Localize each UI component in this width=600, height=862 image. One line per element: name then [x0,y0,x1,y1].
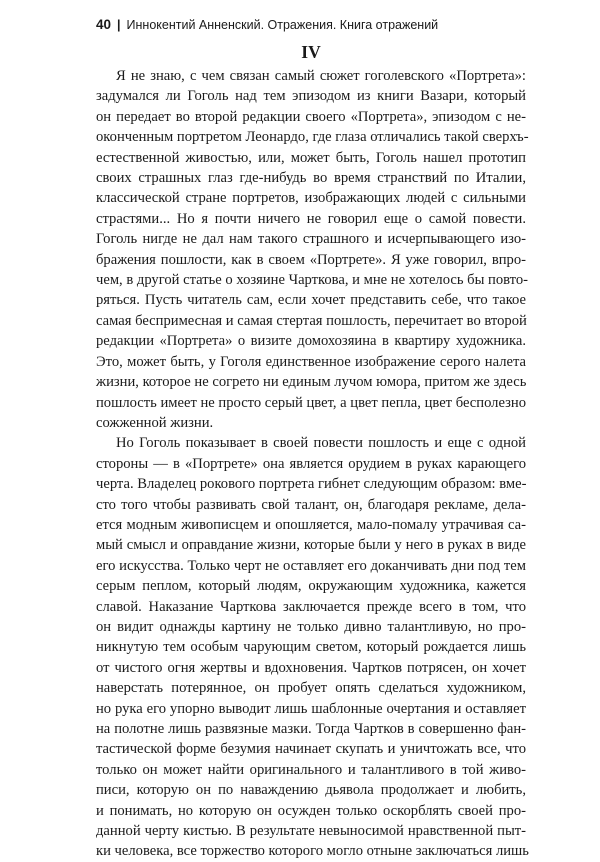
text-line: оконченным портретом Леонардо, где глаза отличались такой сверхъ- [96,129,529,146]
text-line: его искусства. Только черт не оставляет его доканчивать дни под тем [96,557,526,574]
text-line: ки человека, все торжество которого могло отныне заключаться лишь [96,843,529,860]
text-line: сто того чтобы развивать свой талант, он, благодаря рекламе, дела- [96,496,526,513]
text-line: наверстать потерянное, он пробует опять сделаться художником, [96,680,526,697]
text-line: своих страшных глаз где-нибудь во время странствий по Италии, [96,170,526,187]
text-line: жизни, которое не согрето ни единым лучом юмора, притом же здесь [96,374,527,391]
text-line: Но Гоголь показывает в своей повести пошлость и еще с одной [116,435,526,452]
text-line: пошлость имеет не просто серый цвет, а цвет пепла, цвет бесполезно [96,394,526,411]
text-line: на полотне лишь развязные мазки. Тогда Чартков в совершенно фан- [96,721,526,737]
text-line: Гоголь нигде не дал нам такого страшного и исчерпывающего изо- [96,231,526,248]
body-text [96,66,529,862]
running-title: Иннокентий Анненский. Отражения. Книга отражений [126,18,439,32]
text-line: мый смысл и оправдание жизни, которые были у него в руках в виде [96,537,526,554]
text-line: серым пеплом, который людям, окружающим художника, кажется [96,578,526,595]
text-line: писи, которую он по наваждению дьявола продолжает и любить, [96,782,526,799]
chapter-title: IV [301,42,321,62]
text-line: тастической форме безумия начинает скупать и уничтожать все, что [96,741,526,758]
text-line: только он может найти оригинального и талантливого в той живо- [96,761,526,778]
text-line: славой. Наказание Чарткова заключается прежде всего в том, что [96,598,526,615]
page-number: 40 [96,17,112,32]
running-header [96,17,526,32]
text-line: никнутую тем особым чарующим светом, который рождается лишь [96,639,526,656]
text-line: сожженной жизни. [96,414,214,431]
text-line: ряться. Пусть читатель сам, если хочет представить себе, что такое [96,292,526,309]
text-line: чем, в другой статье о хозяине Чарткова, и мне не хотелось бы повто- [96,272,528,289]
text-line: и понимать, но которую он осужден только оскорблять своей про- [96,802,526,819]
text-line: бражения пошлости, как в своем «Портрете». Я уже говорил, впро- [96,251,526,268]
text-line: естественной живостью, или, может быть, Гоголь нашел прототип [96,149,526,166]
text-line: данной черту кистью. В результате невыносимой нравственной пыт- [96,823,526,840]
text-line: задумался ли Гоголь над тем эпизодом из книги Вазари, который [96,88,526,105]
text-line: Я не знаю, с чем связан самый сюжет гоголевского «Портрета»: [116,68,526,84]
text-line: страстями... Но я почти ничего не говорил еще о самой повести. [96,210,526,227]
text-line: от чистого огня жертвы и вдохновения. Чартков потрясен, он хочет [96,659,526,676]
text-line: классической стране портретов, изображающих людей с сильными [96,190,526,207]
text-line: черта. Владелец рокового портрета гибнет следующим образом: вме- [96,476,527,493]
text-line: он передает во второй редакции своего «Портрета», эпизодом с не- [96,108,526,125]
text-line: редакции «Портрета» о визите домохозяина в квартиру художника. [96,333,526,350]
text-line: самая беспримесная и самая стертая пошлость, перечитает во второй [96,312,527,329]
text-line: но рука его упорно выводит лишь шаблонные очертания и оставляет [96,700,526,717]
text-line: стороны — в «Портрете» она является орудием в руках карающего [96,455,526,472]
paragraph [96,433,529,862]
paragraph [96,66,529,433]
header-separator: | [117,18,121,32]
text-line: ется модным живописцем и опошляется, мало-помалу утрачивая са- [96,516,526,533]
text-line: Это, может быть, у Гоголя единственное изображение серого налета [96,353,526,370]
text-line: он видит однажды картину не только дивно талантливую, но про- [96,618,526,635]
